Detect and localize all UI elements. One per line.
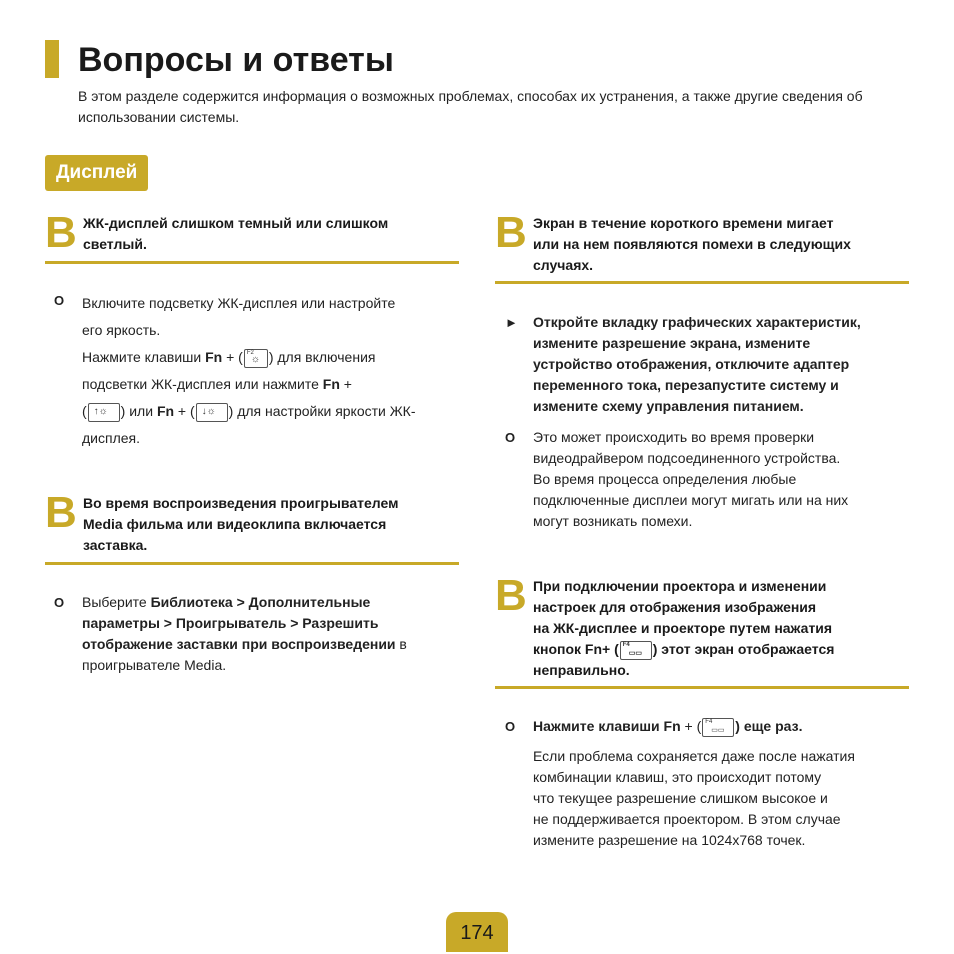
question-text: Экран в течение короткого времени мигает или на нем появляются помехи в следующих случаях. [533,215,851,273]
page-number: 174 [446,912,508,952]
question-screen-flicker [495,208,909,288]
answer-bullet: O [54,293,65,308]
title-accent-bar [45,40,59,78]
question-divider [495,281,909,284]
question-divider [45,562,459,565]
question-marker: B [45,488,77,537]
question-text: Во время воспроизведения проигрывателем Media фильма или видеоклипа включается заставка. [83,495,399,553]
answer-bullet: O [54,595,65,610]
page-title: Вопросы и ответы [78,41,394,79]
question-divider [45,261,459,264]
question-text: ЖК-дисплей слишком темный или слишком светлый. [83,215,389,252]
question-marker: B [45,208,77,257]
section-badge-display: Дисплей [45,155,148,191]
f4-display-key-icon: F4 ▭▭ [702,718,734,737]
f4-display-key-icon: F4 ▭▭ [620,641,652,660]
question-marker: B [495,571,527,620]
question-text: При подключении проектора и изменении настроек для отображения изображения на ЖК-дисплее и проекторе путем нажатия кнопок Fn+ ( F4 ▭▭ ) этот экран отображается неправильно. [533,578,835,678]
brightness-up-key-icon: ↑☼ [88,403,120,422]
question-projector [495,571,909,691]
question-lcd-brightness [45,208,459,265]
arrow-bullet-icon: ► [505,315,518,330]
intro-text: В этом разделе содержится информация о возможных проблемах, способах их устранения, а также другие сведения об использовании системы. [78,88,863,125]
answer-bullet: O [505,430,516,445]
question-divider [495,686,909,689]
question-screensaver [45,488,459,568]
question-marker: B [495,208,527,257]
answer-bullet: O [505,719,516,734]
brightness-down-key-icon: ↓☼ [196,403,228,422]
f2-key-icon: F2 ☼ [244,349,268,368]
